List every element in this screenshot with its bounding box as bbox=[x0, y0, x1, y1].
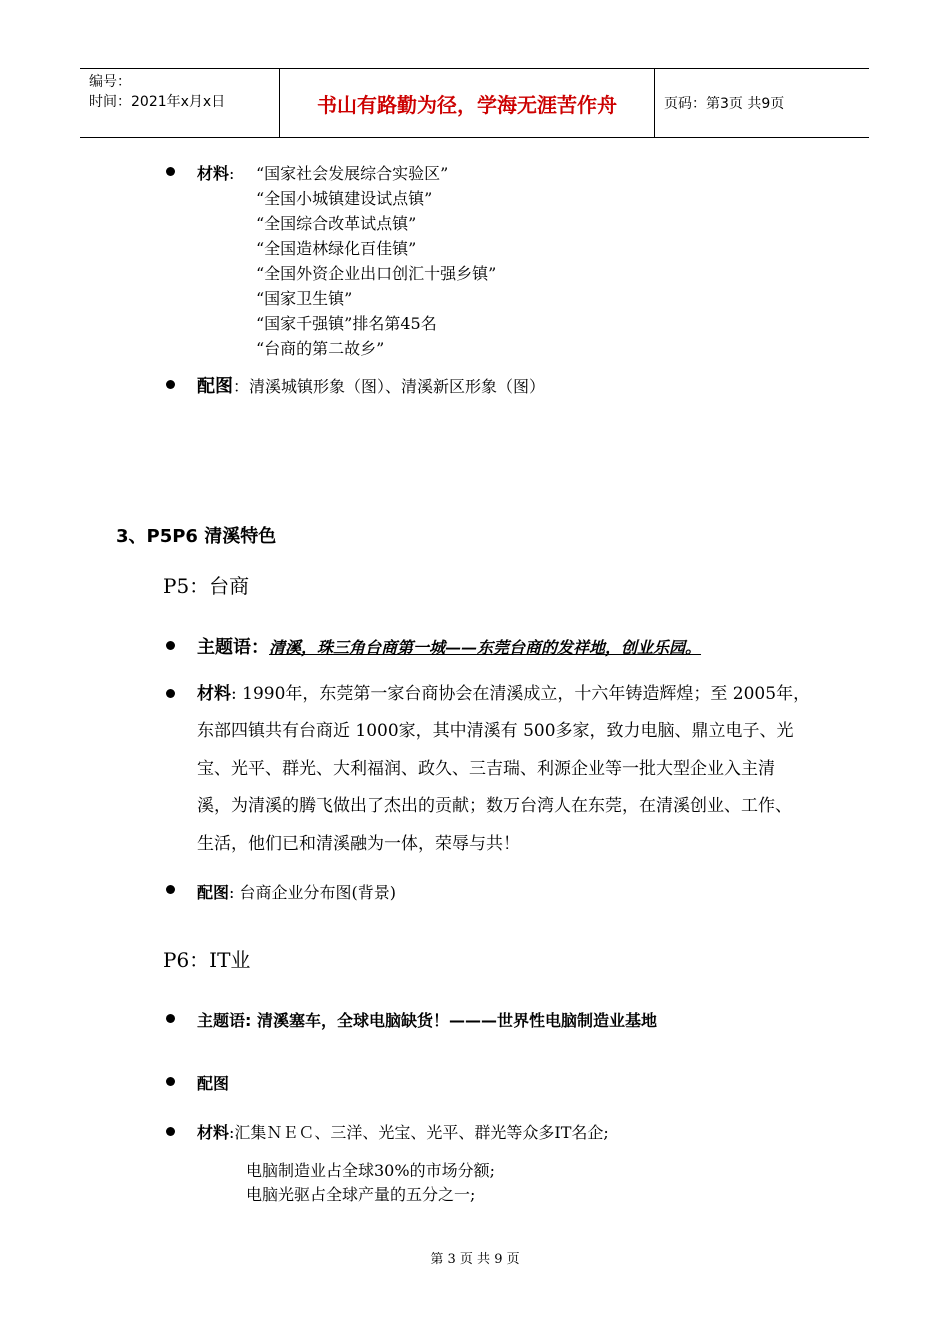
label-sep: ： bbox=[233, 377, 250, 396]
list-item: “全国综合改革试点镇” bbox=[256, 214, 417, 233]
bullet bbox=[166, 1127, 175, 1136]
label-sep: : bbox=[229, 1123, 235, 1142]
header-meta bbox=[80, 69, 280, 137]
material-row bbox=[197, 1120, 609, 1143]
bullet bbox=[166, 380, 175, 389]
material-label: 材料 bbox=[197, 164, 230, 183]
theme-label: 主题语: bbox=[197, 1011, 257, 1030]
material-text: 汇集ＮＥＣ、三洋、光宝、光平、群光等众多IT名企; bbox=[234, 1123, 609, 1142]
paragraph-line: 生活，他们已和清溪融为一体，荣辱与共！ bbox=[197, 833, 520, 854]
header-motto: 书山有路勤为径，学海无涯苦作舟 bbox=[280, 69, 655, 137]
label-sep: : bbox=[229, 164, 235, 183]
subsection-title: P6：IT业 bbox=[163, 948, 251, 972]
list-item: 电脑光驱占全球产量的五分之一; bbox=[246, 1185, 476, 1204]
theme-row bbox=[197, 633, 701, 659]
number-label: 编号： bbox=[89, 74, 131, 90]
page-header bbox=[80, 68, 869, 138]
list-item: “国家千强镇”排名第45名 bbox=[256, 314, 437, 333]
bullet bbox=[166, 641, 175, 650]
figure-row bbox=[197, 880, 396, 903]
theme-row bbox=[197, 1008, 657, 1031]
bullet bbox=[166, 1077, 175, 1086]
time-label: 时间：2021年x月x日 bbox=[89, 94, 226, 110]
list-item: “全国小城镇建设试点镇” bbox=[256, 189, 433, 208]
figure-label: 配图 bbox=[197, 376, 233, 397]
theme-text: 清溪，珠三角台商第一城——东莞台商的发祥地，创业乐园。 bbox=[269, 638, 702, 657]
subsection-title: P5：台商 bbox=[163, 574, 250, 598]
list-item: “国家卫生镇” bbox=[256, 289, 353, 308]
list-item: “国家社会发展综合实验区” bbox=[256, 164, 449, 183]
label-sep: : bbox=[229, 883, 235, 902]
figure-text: 台商企业分布图(背景) bbox=[234, 883, 396, 902]
section-title: 3、P5P6 清溪特色 bbox=[116, 526, 277, 547]
paragraph-line: 1990年，东莞第一家台商协会在清溪成立，十六年铸造辉煌；至 2005年， bbox=[236, 684, 811, 704]
bullet bbox=[166, 167, 175, 176]
material-label: 材料 bbox=[197, 1123, 230, 1142]
list-item: “全国造林绿化百佳镇” bbox=[256, 239, 417, 258]
figure-row bbox=[197, 372, 545, 398]
page-footer: 第 3 页 共 9 页 bbox=[430, 1252, 520, 1267]
paragraph-line: 宝、光平、群光、大利福润、政久、三吉瑞、利源企业等一批大型企业入主清 bbox=[197, 758, 775, 779]
paragraph-line: 溪，为清溪的腾飞做出了杰出的贡献；数万台湾人在东莞，在清溪创业、工作、 bbox=[197, 796, 792, 817]
paragraph-line: 东部四镇共有台商近 1000家，其中清溪有 500多家，致力电脑、鼎立电子、光 bbox=[197, 721, 794, 742]
bullet bbox=[166, 689, 175, 698]
figure-text: 清溪城镇形象（图）、清溪新区形象（图） bbox=[249, 377, 546, 396]
header-page-code: 页码：第3页 共9页 bbox=[664, 96, 785, 112]
label-sep: : bbox=[231, 684, 237, 704]
material-label: 材料 bbox=[197, 684, 231, 704]
list-item: “台商的第二故乡” bbox=[256, 339, 385, 358]
figure-label: 配图 bbox=[197, 883, 230, 902]
material-row bbox=[197, 161, 234, 184]
theme-text: 清溪塞车，全球电脑缺货！———世界性电脑制造业基地 bbox=[256, 1011, 657, 1030]
list-item: “全国外资企业出口创汇十强乡镇” bbox=[256, 264, 497, 283]
bullet bbox=[166, 885, 175, 894]
bullet bbox=[166, 1014, 175, 1023]
figure-label: 配图 bbox=[197, 1074, 230, 1093]
material-paragraph bbox=[197, 676, 877, 863]
theme-label: 主题语： bbox=[197, 637, 269, 658]
list-item: 电脑制造业占全球30%的市场分额; bbox=[246, 1161, 495, 1180]
